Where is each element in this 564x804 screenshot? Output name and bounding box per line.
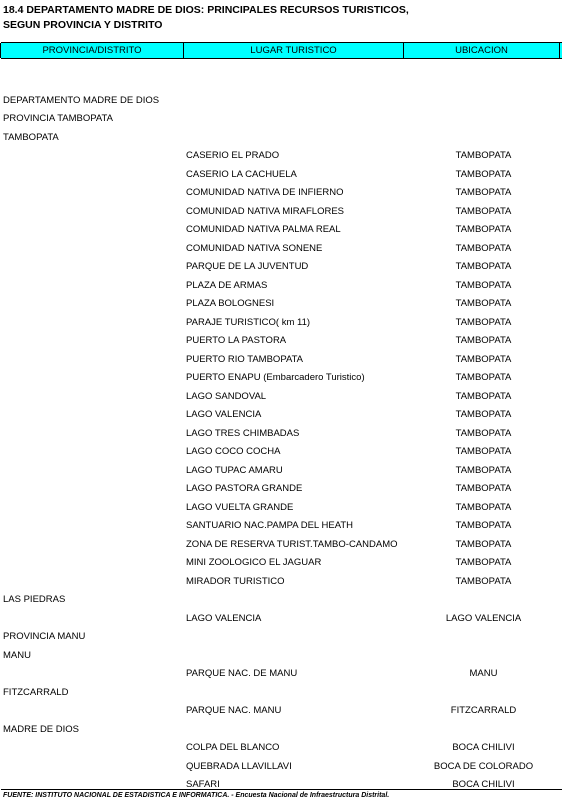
cell-lugar-turistico: PUERTO ENAPU (Embarcadero Turistico) <box>186 372 365 383</box>
cell-lugar-turistico: PUERTO RIO TAMBOPATA <box>186 353 304 365</box>
table-body <box>0 73 564 795</box>
cell-ubicacion: TAMBOPATA <box>455 520 512 531</box>
cell-ubicacion: TAMBOPATA <box>455 446 512 457</box>
table-row <box>0 684 564 703</box>
cell-lugar-turistico: PARQUE NAC. DE MANU <box>186 668 298 679</box>
cell-lugar-turistico: PLAZA BOLOGNESI <box>186 298 275 309</box>
table-row <box>0 203 564 222</box>
table-row <box>0 443 564 462</box>
cell-lugar-turistico: QUEBRADA LLAVILLAVI <box>186 760 292 772</box>
table-row <box>0 110 564 129</box>
cell-lugar-turistico: SAFARI <box>186 779 220 790</box>
table-row <box>0 406 564 425</box>
source-note: FUENTE: INSTITUTO NACIONAL DE ESTADISTICA E INFORMATICA. - Encuesta Nacional de Infraestructura Distrital. <box>3 792 390 799</box>
table-row <box>0 332 564 351</box>
cell-lugar-turistico: LAGO PASTORA GRANDE <box>186 483 303 494</box>
cell-ubicacion: TAMBOPATA <box>455 224 512 235</box>
cell-lugar-turistico: LAGO VALENCIA <box>186 612 262 624</box>
cell-ubicacion: TAMBOPATA <box>455 390 512 402</box>
table-row <box>0 240 564 259</box>
cell-ubicacion: TAMBOPATA <box>455 483 512 494</box>
footer-divider <box>1 789 562 790</box>
table-row <box>0 573 564 592</box>
cell-lugar-turistico: COLPA DEL BLANCO <box>186 742 280 753</box>
table-row <box>0 721 564 740</box>
cell-ubicacion: TAMBOPATA <box>455 261 512 272</box>
cell-ubicacion: TAMBOPATA <box>455 187 512 198</box>
cell-ubicacion: TAMBOPATA <box>455 279 512 291</box>
table-row <box>0 480 564 499</box>
cell-lugar-turistico: COMUNIDAD NATIVA DE INFIERNO <box>186 187 344 198</box>
table-row <box>0 184 564 203</box>
cell-lugar-turistico: LAGO TUPAC AMARU <box>186 464 283 476</box>
cell-provincia-distrito: MADRE DE DIOS <box>3 723 80 735</box>
table-row <box>0 147 564 166</box>
column-header-ubicacion: UBICACION <box>403 43 560 58</box>
cell-lugar-turistico: CASERIO EL PRADO <box>186 150 280 161</box>
cell-provincia-distrito: PROVINCIA TAMBOPATA <box>3 113 113 124</box>
column-header-provincia-distrito: PROVINCIA/DISTRITO <box>0 43 184 58</box>
column-header-lugar-turistico: LUGAR TURISTICO <box>183 43 404 58</box>
cell-provincia-distrito: DEPARTAMENTO MADRE DE DIOS <box>3 94 160 106</box>
cell-ubicacion: TAMBOPATA <box>455 575 512 587</box>
cell-provincia-distrito: TAMBOPATA <box>3 131 59 143</box>
table-header <box>1 42 562 59</box>
cell-ubicacion: TAMBOPATA <box>455 538 512 550</box>
cell-ubicacion: MANU <box>469 668 498 679</box>
cell-provincia-distrito: LAS PIEDRAS <box>3 594 66 605</box>
cell-ubicacion: BOCA CHILIVI <box>452 779 515 790</box>
cell-lugar-turistico: LAGO TRES CHIMBADAS <box>186 427 300 439</box>
cell-provincia-distrito: PROVINCIA MANU <box>3 631 86 642</box>
table-row <box>0 221 564 240</box>
cell-lugar-turistico: COMUNIDAD NATIVA SONENE <box>186 242 323 254</box>
table-row <box>0 628 564 647</box>
cell-ubicacion: TAMBOPATA <box>455 316 512 328</box>
table-row <box>0 425 564 444</box>
table-row <box>0 258 564 277</box>
table-row <box>0 536 564 555</box>
cell-lugar-turistico: COMUNIDAD NATIVA MIRAFLORES <box>186 205 344 217</box>
cell-lugar-turistico: LAGO COCO COCHA <box>186 446 281 457</box>
table-row <box>0 758 564 777</box>
cell-lugar-turistico: PARQUE DE LA JUVENTUD <box>186 261 309 272</box>
cell-lugar-turistico: LAGO SANDOVAL <box>186 390 267 402</box>
cell-ubicacion: TAMBOPATA <box>455 427 512 439</box>
table-row <box>0 462 564 481</box>
table-row <box>0 314 564 333</box>
table-row <box>0 739 564 758</box>
cell-lugar-turistico: SANTUARIO NAC.PAMPA DEL HEATH <box>186 520 353 531</box>
table-row <box>0 702 564 721</box>
table-row <box>0 129 564 148</box>
cell-lugar-turistico: LAGO VUELTA GRANDE <box>186 501 294 513</box>
cell-lugar-turistico: ZONA DE RESERVA TURIST.TAMBO-CANDAMO <box>186 538 398 550</box>
cell-provincia-distrito: MANU <box>3 649 31 661</box>
table-row <box>0 591 564 610</box>
table-row <box>0 647 564 666</box>
table-row <box>0 166 564 185</box>
cell-lugar-turistico: PARAJE TURISTICO( km 11) <box>186 316 311 328</box>
table-row <box>0 295 564 314</box>
table-row <box>0 369 564 388</box>
cell-ubicacion: TAMBOPATA <box>455 298 512 309</box>
cell-lugar-turistico: LAGO VALENCIA <box>186 409 262 420</box>
title-line-1: 18.4 DEPARTAMENTO MADRE DE DIOS: PRINCIPALES RECURSOS TURISTICOS, <box>3 4 409 16</box>
cell-lugar-turistico: PLAZA DE ARMAS <box>186 279 268 291</box>
cell-lugar-turistico: COMUNIDAD NATIVA PALMA REAL <box>186 224 341 235</box>
cell-ubicacion: BOCA DE COLORADO <box>433 760 534 772</box>
table-row <box>0 92 564 111</box>
cell-ubicacion: TAMBOPATA <box>455 242 512 254</box>
cell-lugar-turistico: PARQUE NAC. MANU <box>186 705 282 716</box>
table-row <box>0 73 564 92</box>
cell-ubicacion: TAMBOPATA <box>455 335 512 346</box>
table-row <box>0 665 564 684</box>
page-title <box>3 3 543 33</box>
cell-ubicacion: TAMBOPATA <box>455 464 512 476</box>
table-row <box>0 517 564 536</box>
cell-ubicacion: TAMBOPATA <box>455 353 512 365</box>
cell-ubicacion: TAMBOPATA <box>455 150 512 161</box>
table-row <box>0 554 564 573</box>
cell-lugar-turistico: MINI ZOOLOGICO EL JAGUAR <box>186 557 322 568</box>
cell-provincia-distrito: FITZCARRALD <box>3 686 69 698</box>
cell-ubicacion: TAMBOPATA <box>455 409 512 420</box>
cell-ubicacion: TAMBOPATA <box>455 372 512 383</box>
cell-ubicacion: LAGO VALENCIA <box>445 612 522 624</box>
table-row <box>0 388 564 407</box>
table-row <box>0 277 564 296</box>
table-row <box>0 610 564 629</box>
cell-lugar-turistico: MIRADOR TURISTICO <box>186 575 285 587</box>
cell-ubicacion: TAMBOPATA <box>455 501 512 513</box>
cell-ubicacion: FITZCARRALD <box>450 705 517 716</box>
cell-ubicacion: TAMBOPATA <box>455 168 512 180</box>
table-row <box>0 351 564 370</box>
table-row <box>0 499 564 518</box>
title-line-2: SEGUN PROVINCIA Y DISTRITO <box>3 19 163 31</box>
cell-lugar-turistico: PUERTO LA PASTORA <box>186 335 287 346</box>
cell-lugar-turistico: CASERIO LA CACHUELA <box>186 168 297 180</box>
cell-ubicacion: BOCA CHILIVI <box>452 742 515 753</box>
cell-ubicacion: TAMBOPATA <box>455 205 512 217</box>
cell-ubicacion: TAMBOPATA <box>455 557 512 568</box>
